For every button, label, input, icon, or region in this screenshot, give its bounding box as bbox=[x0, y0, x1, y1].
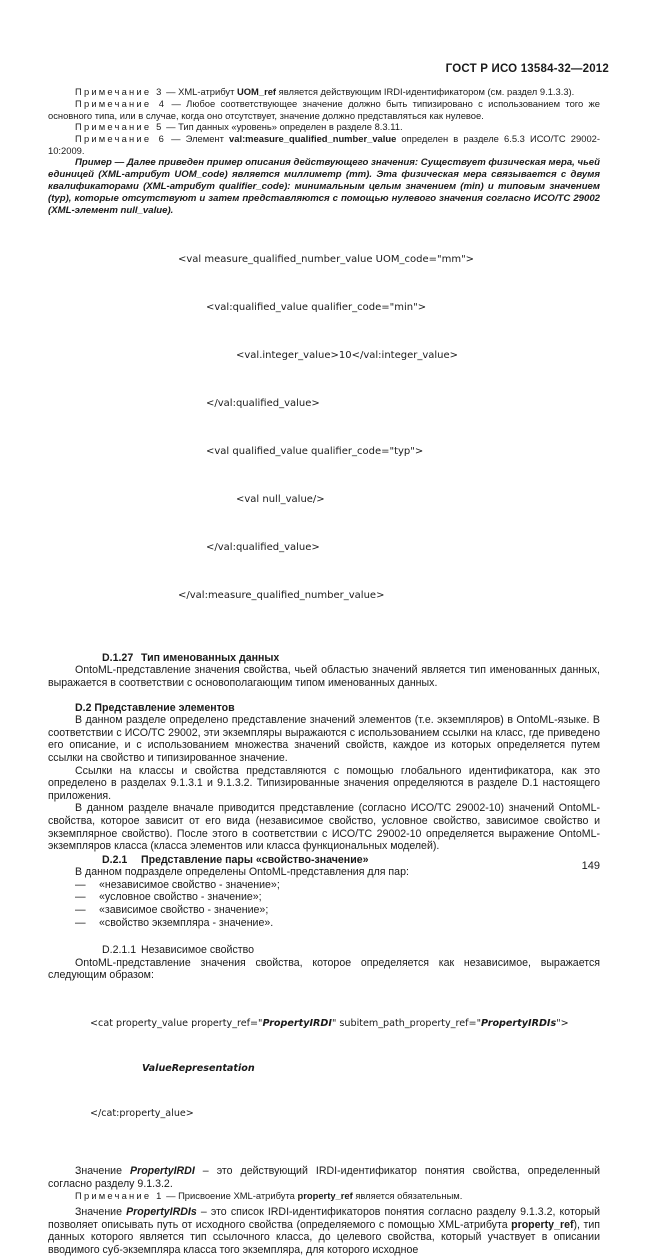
section-heading-d127 bbox=[48, 652, 600, 665]
code-line bbox=[90, 1061, 600, 1076]
code-line: <val null_value/> bbox=[236, 493, 325, 505]
list-item bbox=[48, 879, 600, 892]
list-dash: — bbox=[75, 916, 86, 929]
paragraph: В данном разделе определено представление значений элементов (т.е. экземпляров) в OntoML-языке. В соответствии с ИСО/TC 29002, эти экземпляры выражаются с использованием ссылки на класс, где приведено его описание, и с использованием множества значений свойств, каждое из которых определяется путем ссылки на свойство и типизированное значение. bbox=[48, 714, 600, 764]
example-paragraph: Пример — Далее приведен пример описания действующего значения: Существует физическая мера, чьей единицей (XML-атрибут UOM_code) является миллиметр (mm). Эта физическая мера связывается с двумя квалификаторами (XML-атрибут qualifier_code): минимальным целым значением (min) и типовым значением (typ), которые отсутствуют и затем представляются с помощью нулевого значения согласно ИСО/TC 29002 (XML-элемент null_value). bbox=[48, 156, 600, 216]
code-line bbox=[90, 1016, 600, 1031]
list-item-text: «свойство экземпляра - значение». bbox=[99, 916, 274, 929]
note-4 bbox=[48, 98, 600, 122]
section-title: Представление пары «свойство-значение» bbox=[141, 853, 369, 866]
note-text: — Любое соответствующее значение должно быть типизировано с использованием того же основного типа, или в случае, когда оно отсутствует, значение должно представляться как нулевое. bbox=[48, 97, 601, 121]
xml-example-2 bbox=[90, 986, 600, 1151]
paragraph bbox=[48, 1206, 600, 1256]
attribute-name: property_ref bbox=[297, 1190, 353, 1202]
attribute-name: property_ref bbox=[511, 1218, 574, 1231]
section-heading-d21 bbox=[48, 854, 600, 867]
code-line: </val:qualified_value> bbox=[206, 397, 320, 409]
standard-designation: ГОСТ Р ИСО 13584-32—2012 bbox=[445, 63, 609, 75]
term: PropertyIRDIs bbox=[126, 1206, 197, 1219]
code-line: <val qualified_value qualifier_code="typ"> bbox=[206, 445, 424, 457]
list-item-text: «условное свойство - значение»; bbox=[99, 891, 262, 904]
note-text: является обязательным. bbox=[352, 1190, 463, 1202]
code-line: <val measure_qualified_number_value UOM_code="mm"> bbox=[178, 253, 475, 265]
code-fragment: "> bbox=[556, 1018, 569, 1030]
code-line: <val.integer_value>10</val:integer_value> bbox=[236, 349, 459, 361]
list-dash: — bbox=[75, 904, 86, 917]
page-body bbox=[48, 86, 600, 1256]
list-dash: — bbox=[75, 891, 86, 904]
attribute-name: UOM_ref bbox=[236, 86, 277, 97]
text-fragment: Значение bbox=[75, 1165, 131, 1178]
code-line: </cat:property_alue> bbox=[90, 1108, 194, 1120]
list-dash: — bbox=[75, 878, 86, 891]
code-placeholder: ValueRepresentation bbox=[142, 1063, 255, 1075]
term: PropertyIRDI bbox=[130, 1165, 195, 1178]
section-number: D.2.1.1 bbox=[102, 944, 137, 957]
note-label: Примечание 3 bbox=[75, 86, 164, 97]
note-text: является действующим IRDI-идентификатором (см. раздел 9.1.3.3). bbox=[276, 86, 575, 97]
code-fragment: " subitem_path_property_ref=" bbox=[331, 1018, 481, 1030]
page-number: 149 bbox=[581, 860, 600, 872]
note-6 bbox=[48, 133, 600, 157]
section-number: D.2.1 bbox=[102, 853, 128, 866]
note-1 bbox=[48, 1190, 600, 1202]
text-fragment: Значение bbox=[75, 1206, 127, 1219]
code-line: </val:measure_qualified_number_value> bbox=[178, 589, 385, 601]
text-fragment: – это список IRDI-идентификаторов понятия согласно разделу 9.1.3.2, который позволяет описывать путь от исходного свойства (определяемого с помощью XML-атрибута bbox=[48, 1206, 601, 1231]
element-name: val:measure_qualified_number_value bbox=[229, 133, 397, 145]
code-line: </val:qualified_value> bbox=[206, 541, 320, 553]
section-title: Независимое свойство bbox=[141, 944, 254, 957]
note-text: — Тип данных «уровень» определен в разделе 8.3.11. bbox=[166, 121, 403, 133]
note-text: — Присвоение XML-атрибута bbox=[166, 1190, 298, 1202]
note-text: определен в разделе 6.5.3 ИСО/TC 29002-10:2009. bbox=[48, 133, 601, 156]
paragraph bbox=[48, 1165, 600, 1190]
list-item bbox=[48, 917, 600, 930]
paragraph: В данном подразделе определены OntoML-представления для пар: bbox=[75, 866, 409, 879]
list-item bbox=[48, 891, 600, 904]
note-label: Примечание 1 bbox=[75, 1190, 164, 1202]
code-fragment: <cat property_value property_ref=" bbox=[90, 1018, 263, 1030]
section-number: D.1.27 bbox=[102, 651, 134, 664]
code-placeholder: PropertyIRDIs bbox=[481, 1018, 557, 1030]
note-3 bbox=[48, 86, 600, 98]
note-label: Примечание 6 bbox=[75, 133, 167, 145]
note-label: Примечание 5 bbox=[75, 121, 164, 133]
section-heading-d211 bbox=[48, 944, 600, 957]
paragraph: В данном разделе вначале приводится представление (согласно ИСО/TC 29002-10) значений OntoML-свойства, которое зависит от его вида (независимое свойство, условное свойство, зависимое свойство и экземплярное свойство). После этого в соответствии с ИСО/TC 29002-10 определяется выражение OntoML-экземпляров класса (класса элементов или класса функциональных моделей). bbox=[48, 802, 600, 853]
code-placeholder: PropertyIRDI bbox=[262, 1018, 332, 1030]
xml-example-1 bbox=[178, 220, 600, 636]
text-fragment: – это действующий IRDI-идентификатор понятия свойства, определенный согласно разделу 9.1.3.2. bbox=[48, 1165, 600, 1190]
list-item bbox=[48, 904, 600, 917]
list-item-text: «независимое свойство - значение»; bbox=[99, 878, 280, 891]
list-item-text: «зависимое свойство - значение»; bbox=[99, 904, 269, 917]
code-line: <val:qualified_value qualifier_code="min"> bbox=[206, 301, 427, 313]
section-heading-d2: D.2 Представление элементов bbox=[75, 701, 235, 714]
section-title: Тип именованных данных bbox=[141, 651, 280, 664]
note-label: Примечание 4 bbox=[75, 97, 167, 109]
paragraph: OntoML-представление значения свойства, которое определяется как независимое, выражается следующим образом: bbox=[48, 956, 600, 982]
text-fragment: ), тип данных которого является тип ссылочного класса, до целевого свойства, который участвует в описании вводимого суб-экземпляра класса того экземпляра, для которого исходное bbox=[48, 1218, 600, 1256]
note-text: — XML-атрибут bbox=[166, 86, 237, 97]
paragraph: OntoML-представление значения свойства, чьей областью значений является тип именованных данных, выражается в соответствии с основополагающим типом именованных данных. bbox=[48, 664, 600, 689]
paragraph: Ссылки на классы и свойства представляются с помощью глобального идентификатора, как это определено в разделах 9.1.3.1 и 9.1.3.2. Типизированные значения определяются в разделе D.1 настоящего приложения. bbox=[48, 764, 600, 802]
note-text: — Элемент bbox=[171, 133, 230, 145]
note-5 bbox=[48, 121, 600, 133]
